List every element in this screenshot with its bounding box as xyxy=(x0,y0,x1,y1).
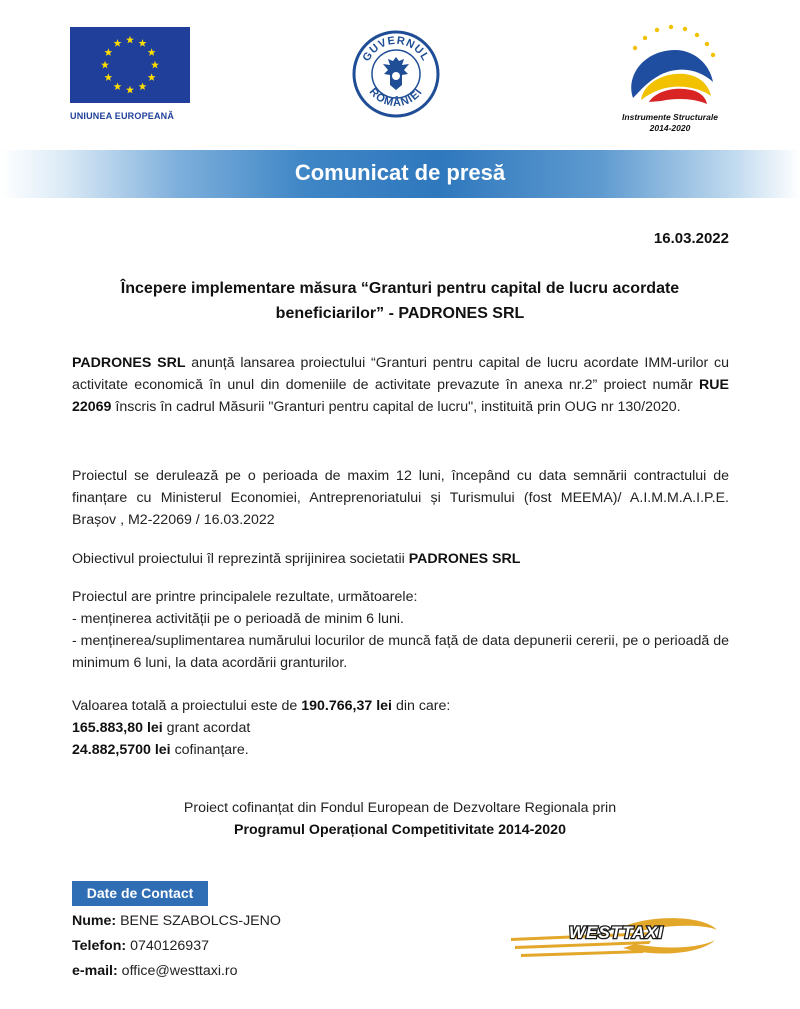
eu-flag-icon xyxy=(70,27,190,103)
total-value: 190.766,37 lei xyxy=(301,698,392,714)
total-suffix: din care: xyxy=(392,698,451,714)
results-intro: Proiectul are printre principalele rezultate, următoarele: xyxy=(72,589,418,605)
results-item: - menținerea activității pe o perioadă de minim 6 luni. xyxy=(72,611,404,627)
funding-line2: Programul Operațional Competitivitate 2014-2020 xyxy=(234,822,566,838)
paragraph-objective xyxy=(72,548,729,570)
paragraph-announcement xyxy=(72,352,729,418)
paragraph-duration: Proiectul se derulează pe o perioada de maxim 12 luni, începând cu data semnării contractului de finanțare cu Ministerul Economiei, Antreprenoriatului și Turismului (fost MEEMA)/ A.I.M.M.A.I.P.E. Brașov , M2-22069 / 16.03.2022 xyxy=(72,468,729,528)
eu-star-icon xyxy=(148,73,156,81)
structural-instruments-caption xyxy=(605,112,735,134)
contact-email xyxy=(72,963,238,979)
eu-star-icon xyxy=(104,48,112,56)
eu-logo xyxy=(70,27,193,121)
grant-label: grant acordat xyxy=(162,720,251,736)
eu-star-icon xyxy=(101,61,109,69)
announcement-text-a: anunță lansarea proiectului “Granturi pentru capital de lucru acordate IMM-urilor cu activitate economică în unul din domeniile de activitate prevazute în anexa nr.2” proiect număr xyxy=(72,355,730,393)
project-code: RUE 22069 xyxy=(72,377,729,415)
eu-star-icon xyxy=(114,82,122,90)
eu-caption: UNIUNEA EUROPEANĂ xyxy=(70,111,175,121)
seal-text-bottom: ROMÂNIEI xyxy=(366,85,426,110)
company-name: PADRONES SRL xyxy=(72,355,186,371)
total-prefix: Valoarea totală a proiectului este de xyxy=(72,698,302,714)
contact-name-value: BENE SZABOLCS-JENO xyxy=(116,913,281,929)
eu-star-icon xyxy=(151,61,159,69)
west-taxi-icon xyxy=(505,908,720,966)
seal-text-top: GUVERNUL xyxy=(360,34,432,64)
funding-statement xyxy=(80,797,720,841)
objective-company: PADRONES SRL xyxy=(408,551,521,567)
government-seal-icon xyxy=(352,30,440,118)
eu-star-icon xyxy=(139,82,147,90)
cofinancing-value: 24.882,5700 lei xyxy=(72,742,171,758)
headline-line1: Începere implementare măsura “Granturi pentru capital de lucru acordate xyxy=(120,280,680,297)
grant-value: 165.883,80 lei xyxy=(72,720,163,736)
paragraph-results xyxy=(72,586,729,674)
results-item: - menținerea/suplimentarea numărului locurilor de muncă față de data depunerii cererii, pe o perioadă de minimum 6 luni, la data acordării granturilor. xyxy=(72,633,729,671)
release-date: 16.03.2022 xyxy=(653,230,729,247)
announcement-text-b: înscris în cadrul Măsurii "Granturi pentru capital de lucru", instituită prin OUG nr 130/2020. xyxy=(111,399,681,415)
is-caption-line2: 2014-2020 xyxy=(649,123,691,133)
contact-phone-value: 0740126937 xyxy=(126,938,209,954)
contact-email-value: office@westtaxi.ro xyxy=(117,963,238,979)
contact-email-label: e-mail: xyxy=(72,963,118,979)
contact-phone-label: Telefon: xyxy=(72,938,127,954)
structural-instruments-logo xyxy=(605,20,735,140)
eu-star-icon xyxy=(139,39,147,47)
eu-star-icon xyxy=(104,73,112,81)
eu-star-icon xyxy=(126,36,134,44)
contact-badge: Date de Contact xyxy=(72,881,208,906)
objective-text: Obiectivul proiectului îl reprezintă sprijinirea societatii xyxy=(72,551,409,567)
structural-instruments-icon xyxy=(605,20,735,112)
headline-line2: beneficiarilor” - PADRONES SRL xyxy=(275,305,525,322)
page-title: Comunicat de presă xyxy=(294,160,506,185)
west-taxi-logo xyxy=(505,908,720,966)
eu-star-icon xyxy=(148,48,156,56)
headline xyxy=(80,276,720,326)
contact-name-label: Nume: xyxy=(72,913,117,929)
is-caption-line1: Instrumente Structurale xyxy=(622,112,718,122)
west-taxi-text: WESTTAXI xyxy=(569,923,664,942)
funding-line1: Proiect cofinanțat din Fondul European de Dezvoltare Regionala prin xyxy=(183,800,617,816)
contact-name xyxy=(72,913,281,929)
eu-star-icon xyxy=(126,86,134,94)
cofinancing-label: cofinanțare. xyxy=(170,742,249,758)
eu-star-icon xyxy=(114,39,122,47)
contact-phone xyxy=(72,938,209,954)
paragraph-value xyxy=(72,695,729,761)
